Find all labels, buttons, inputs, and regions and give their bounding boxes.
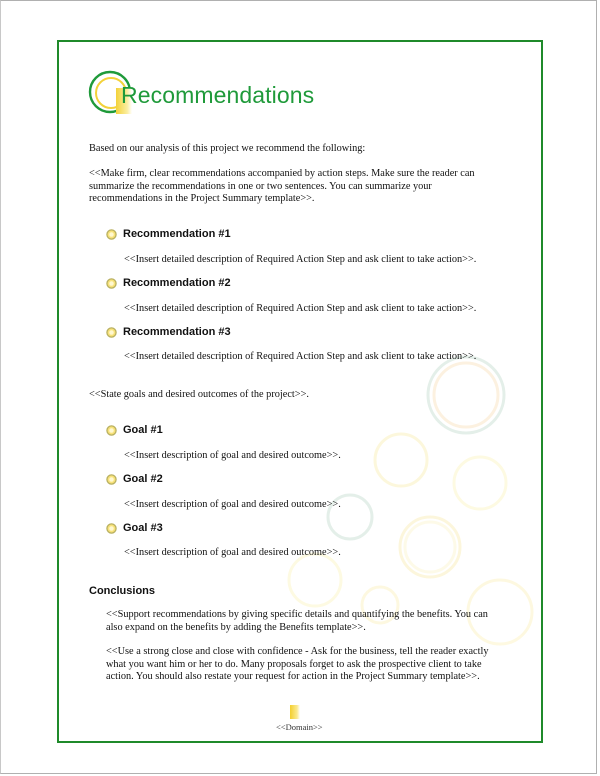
recommendation-title: Recommendation #1 <box>123 228 231 240</box>
page-title: Recommendations <box>121 82 315 108</box>
bullet-icon <box>106 229 117 240</box>
bullet-icon <box>106 327 117 338</box>
goal-title: Goal #1 <box>123 424 163 436</box>
goals-intro: <<State goals and desired outcomes of the project>>. <box>89 389 309 400</box>
recommendation-description: <<Insert detailed description of Required Action Step and ask client to take action>>. <box>124 303 477 314</box>
footer-accent-box <box>290 705 300 719</box>
bullet-icon <box>106 523 117 534</box>
recommendation-description: <<Insert detailed description of Required Action Step and ask client to take action>>. <box>124 351 477 362</box>
goal-title: Goal #3 <box>123 522 163 534</box>
recommendation-title: Recommendation #2 <box>123 277 231 289</box>
goal-title: Goal #2 <box>123 473 163 485</box>
intro-text: Based on our analysis of this project we recommend the following: <box>89 143 366 154</box>
goal-description: <<Insert description of goal and desired outcome>>. <box>124 499 341 510</box>
instructions-line: <<Make firm, clear recommendations accompanied by action steps. Make sure the reader can <box>89 168 475 179</box>
bullet-icon <box>106 278 117 289</box>
conclusions-line: <<Use a strong close and close with confidence - Ask for the business, tell the reader exactly <box>106 646 489 657</box>
instructions-line: recommendations in the Project Summary template>>. <box>89 193 315 204</box>
footer-domain: <<Domain>> <box>276 722 323 732</box>
conclusions-line: <<Support recommendations by giving specific details and quantifying the benefits. You can <box>106 609 488 620</box>
bullet-icon <box>106 474 117 485</box>
bullet-icon <box>106 425 117 436</box>
goal-description: <<Insert description of goal and desired outcome>>. <box>124 450 341 461</box>
conclusions-line: what you want him or her to do. Many proposals forget to ask the prospective client to take <box>106 658 482 670</box>
recommendation-title: Recommendation #3 <box>123 326 231 338</box>
title-logo <box>86 68 316 120</box>
recommendation-description: <<Insert detailed description of Required Action Step and ask client to take action>>. <box>124 254 477 265</box>
conclusions-line: action. You should also restate your request for action in the Project Summary template>>. <box>106 671 480 682</box>
instructions-line: summarize the recommendations in one or two sentences. You can summarize your <box>89 180 432 192</box>
conclusions-heading: Conclusions <box>89 585 156 597</box>
conclusions-line: also expand on the benefits by adding the Benefits template>>. <box>106 621 366 633</box>
goal-description: <<Insert description of goal and desired outcome>>. <box>124 547 341 558</box>
